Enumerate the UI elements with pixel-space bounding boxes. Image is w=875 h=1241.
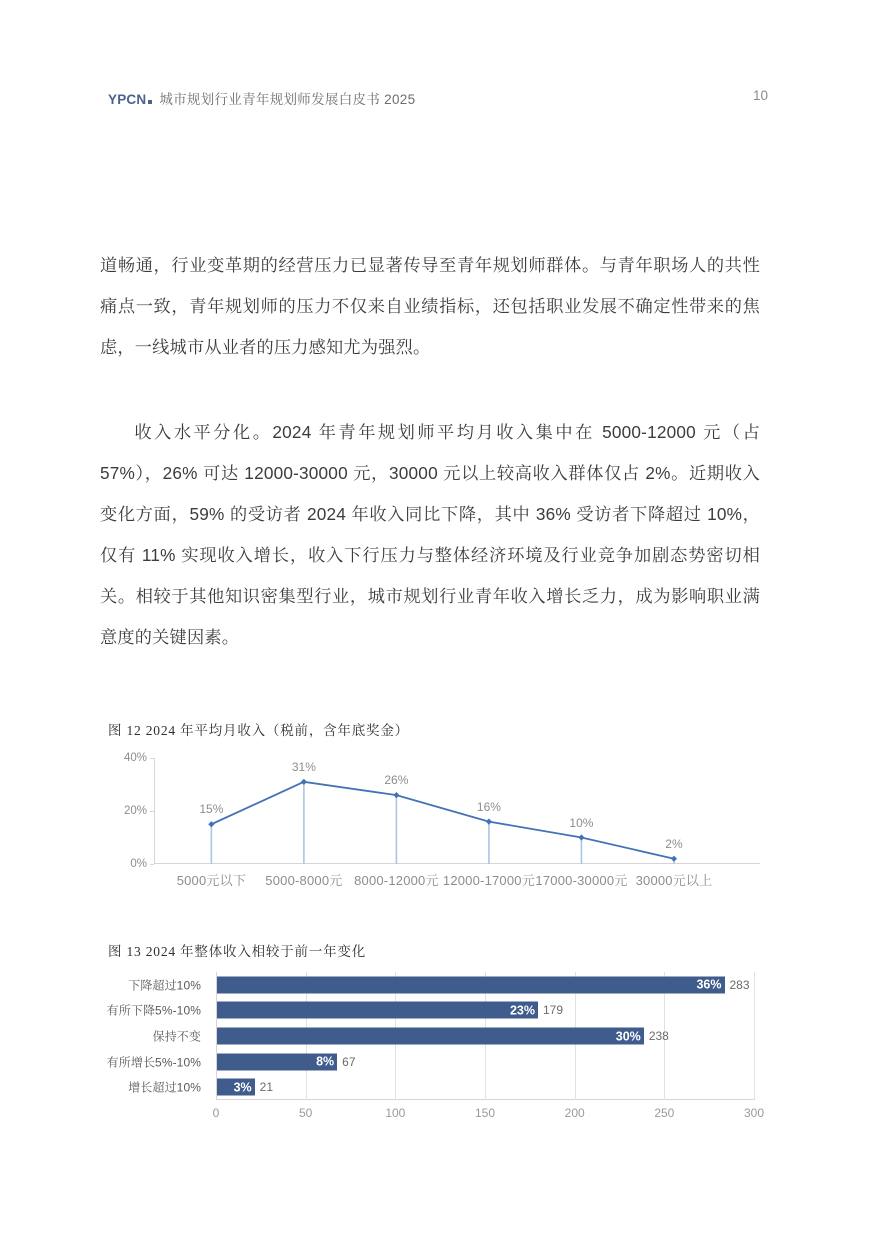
- line-chart-x-tick-label: 17000-30000元: [535, 873, 628, 888]
- line-chart-data-label: 26%: [384, 773, 409, 788]
- bar-chart-percent-label: 30%: [615, 1029, 641, 1043]
- bar-chart-bar: [217, 976, 725, 993]
- bar-chart-percent-label: 8%: [316, 1054, 335, 1069]
- bar-chart-percent-label: 36%: [696, 977, 722, 992]
- bar-chart-percent-label: 23%: [509, 1003, 535, 1018]
- figure-12-line-chart: [108, 752, 760, 906]
- line-chart-data-point: [208, 821, 214, 827]
- line-chart-y-tick: [150, 864, 154, 865]
- line-chart-data-point: [486, 819, 492, 825]
- bar-chart-plot-area: [216, 972, 754, 1100]
- line-chart-y-axis-labels: [108, 752, 152, 870]
- line-chart-x-tick-label: 12000-17000元: [442, 873, 535, 888]
- brand-mark-icon: [148, 100, 152, 104]
- line-chart-data-label: 31%: [291, 759, 316, 774]
- bar-chart-count-label: 67: [342, 1054, 356, 1069]
- bar-chart-x-tick-label: 0: [212, 1106, 220, 1120]
- bar-chart-x-tick-label: 50: [298, 1106, 313, 1120]
- line-chart-data-point: [393, 792, 399, 798]
- line-chart-x-tick-label: 5000-8000元: [265, 873, 343, 888]
- line-chart-data-point: [671, 856, 677, 862]
- bar-chart-count-label: 179: [543, 1003, 564, 1018]
- line-chart-x-tick-label: 30000元以上: [635, 873, 713, 888]
- line-chart-data-label: 10%: [569, 815, 594, 830]
- bar-chart-category-label: 有所增长5%-10%: [106, 1055, 201, 1070]
- bar-chart-category-label: 有所下降5%-10%: [106, 1003, 201, 1018]
- bar-chart-y-axis-line: [216, 972, 217, 1100]
- line-chart-data-point: [578, 834, 584, 840]
- header-title: 城市规划行业青年规划师发展白皮书 2025: [159, 92, 416, 107]
- line-chart-series-line: [211, 782, 674, 859]
- bar-chart-count-label: 21: [259, 1080, 274, 1095]
- line-chart-x-tick-label: 8000-12000元: [354, 873, 439, 888]
- bar-chart-x-tick-label: 150: [474, 1106, 496, 1120]
- figure-13-caption: 图 13 2024 年整体收入相较于前一年变化: [108, 944, 367, 959]
- bar-chart-count-label: 283: [729, 977, 750, 992]
- bar-chart-x-tick-label: 300: [743, 1106, 765, 1120]
- ypcn-logo: [108, 92, 152, 107]
- line-chart-y-tick-label: 20%: [123, 805, 147, 817]
- bar-chart-bar: [217, 1028, 644, 1045]
- line-chart-y-tick-label: 0%: [130, 858, 147, 870]
- line-chart-data-label: 15%: [199, 802, 224, 817]
- bar-chart-gridline: [754, 972, 755, 1100]
- bar-chart-x-tick-label: 200: [564, 1106, 585, 1120]
- body-paragraph-2: 收入水平分化。2024 年青年规划师平均月收入集中在 5000-12000 元（占 57%），26% 可达 12000-30000 元，30000 元以上较高收入群体仅占 2%。近期收入变化方面，59% 的受访者 2024 年收入同比下降，其中 36% 受访者下降超过 10%，仅有 11% 实现收入增长，收入下行压力与整体经济环境及行业竞争加剧态势密切相关。相较于其他知识密集型行业，城市规划行业青年收入增长乏力，成为影响职业满意度的关键因素。: [100, 422, 760, 647]
- bar-chart-x-axis-labels: [212, 1106, 765, 1126]
- line-chart-x-tick-label: 5000元以下: [176, 873, 247, 888]
- body-paragraph-1: 道畅通，行业变革期的经营压力已显著传导至青年规划师群体。与青年职场人的共性痛点一致，青年规划师的压力不仅来自业绩指标，还包括职业发展不确定性带来的焦虑，一线城市从业者的压力感知尤为强烈。: [100, 255, 760, 357]
- line-chart-y-tick: [150, 758, 154, 759]
- bar-chart-bar: [217, 1053, 337, 1070]
- bar-chart-category-label: 保持不变: [152, 1029, 201, 1044]
- line-chart-x-axis-labels: [154, 870, 760, 894]
- brand-logo-text: YPCN: [108, 92, 147, 107]
- bar-chart-percent-label: 3%: [233, 1080, 252, 1095]
- bar-chart-category-labels: [108, 972, 208, 1100]
- figure-12-caption: 图 12 2024 年平均月收入（税前，含年底奖金）: [108, 723, 409, 738]
- body-paragraph-1-container: [100, 245, 760, 368]
- page-number: 10: [752, 88, 768, 103]
- bar-chart-category-label: 下降超过10%: [128, 978, 201, 993]
- figure-13-bar-chart: [106, 972, 765, 1132]
- bar-chart-category-label: 增长超过10%: [128, 1080, 201, 1095]
- line-chart-data-label: 16%: [476, 799, 501, 814]
- bar-chart-bar: [217, 1002, 538, 1019]
- line-chart-data-label: 2%: [665, 836, 683, 851]
- bar-chart-bar: [217, 1079, 255, 1096]
- line-chart-y-tick: [150, 811, 154, 812]
- line-chart-y-tick-label: 40%: [123, 752, 147, 764]
- bar-chart-x-tick-label: 100: [385, 1106, 406, 1120]
- body-paragraph-2-container: [100, 412, 760, 658]
- bar-chart-x-tick-label: 250: [654, 1106, 675, 1120]
- line-chart-data-point: [301, 779, 307, 785]
- page-header: [108, 88, 768, 110]
- bar-chart-count-label: 238: [648, 1029, 669, 1043]
- line-chart-plot-area: [154, 758, 760, 864]
